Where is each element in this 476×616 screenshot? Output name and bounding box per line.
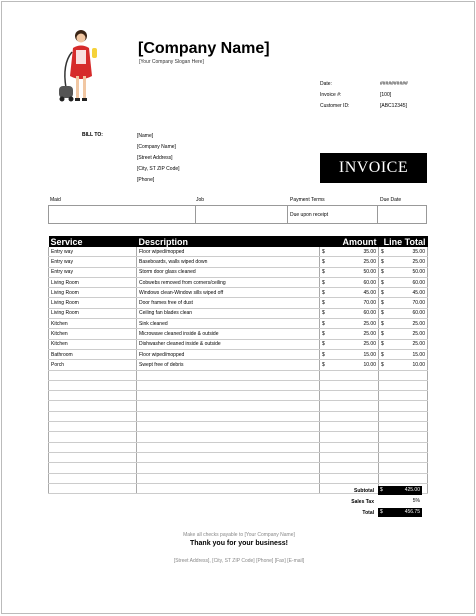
amount-cell — [320, 267, 379, 277]
bill-to-phone: [Phone] — [137, 177, 155, 183]
description-cell: Microwave cleaned inside & outside — [137, 329, 320, 339]
table-row — [49, 277, 428, 287]
bill-to-address — [137, 131, 180, 186]
line-total-value: 10.00 — [412, 361, 425, 368]
amount-cell — [320, 277, 379, 287]
empty-cell — [49, 473, 137, 483]
empty-cell — [379, 380, 428, 390]
table-row — [49, 267, 428, 277]
table-row-empty — [49, 452, 428, 462]
table-row — [49, 319, 428, 329]
amount-cell — [320, 360, 379, 370]
empty-cell — [379, 422, 428, 432]
line-total-cell — [379, 267, 428, 277]
meta-label: Invoice #: — [320, 92, 342, 98]
invoice-meta — [320, 79, 408, 112]
amount-cell — [320, 339, 379, 349]
service-cell: Bathroom — [49, 349, 137, 359]
line-total-cell — [379, 257, 428, 267]
empty-cell — [320, 422, 379, 432]
description-cell: Ceiling fan blades clean — [137, 308, 320, 318]
empty-cell — [49, 391, 137, 401]
meta-label: Date: — [320, 81, 332, 87]
currency-symbol: $ — [322, 310, 325, 317]
job-header-grid — [48, 205, 427, 224]
line-total-value: 50.00 — [412, 269, 425, 276]
amount-cell — [320, 319, 379, 329]
empty-cell — [379, 401, 428, 411]
empty-cell — [320, 463, 379, 473]
service-cell: Porch — [49, 360, 137, 370]
sales-tax-row — [324, 496, 422, 507]
total-row — [324, 507, 422, 518]
description-cell: Storm door glass cleaned — [137, 267, 320, 277]
currency-symbol: $ — [381, 361, 384, 368]
empty-cell — [137, 442, 320, 452]
line-total-column-header: Line Total — [379, 236, 428, 247]
currency-symbol: $ — [322, 269, 325, 276]
description-cell: Swept free of debris — [137, 360, 320, 370]
line-total-value: 60.00 — [412, 279, 425, 286]
description-column-header: Description — [137, 236, 320, 247]
empty-cell — [137, 473, 320, 483]
table-row — [49, 298, 428, 308]
description-cell: Floor wiped/mopped — [137, 247, 320, 257]
amount-value: 60.00 — [363, 310, 376, 317]
service-cell: Living Room — [49, 277, 137, 287]
maid-label: Maid — [50, 197, 61, 203]
line-total-cell — [379, 349, 428, 359]
line-total-value: 15.00 — [412, 351, 425, 358]
currency-symbol: $ — [381, 279, 384, 286]
line-total-cell — [379, 329, 428, 339]
subtotal-row — [324, 485, 422, 496]
amount-cell — [320, 298, 379, 308]
empty-cell — [137, 401, 320, 411]
description-cell: Baseboards, walls wiped down — [137, 257, 320, 267]
totals-block — [324, 485, 422, 518]
payment-terms-label: Payment Terms — [290, 197, 325, 203]
amount-value: 25.00 — [363, 341, 376, 348]
sales-tax-value: 5% — [412, 498, 420, 504]
grid-divider — [377, 206, 378, 223]
currency-symbol: $ — [322, 248, 325, 255]
empty-cell — [320, 401, 379, 411]
footer-contact: [Street Address], [City, ST ZIP Code] [Phone] [Fax] [E-mail] — [173, 558, 305, 564]
currency-symbol: $ — [322, 300, 325, 307]
bill-to-city: [City, ST ZIP Code] — [137, 166, 180, 172]
currency-symbol: $ — [381, 300, 384, 307]
service-cell: Entry way — [49, 257, 137, 267]
meta-invoice-number — [320, 90, 408, 101]
maid-with-vacuum-logo — [54, 28, 106, 106]
currency-symbol: $ — [381, 320, 384, 327]
table-header-row — [49, 236, 428, 247]
description-cell: Dishwasher cleaned inside & outside — [137, 339, 320, 349]
currency-symbol: $ — [322, 289, 325, 296]
subtotal-amount: 425.00 — [404, 487, 420, 493]
empty-cell — [379, 391, 428, 401]
payment-terms-value: Due upon receipt — [290, 212, 329, 218]
currency-symbol: $ — [381, 351, 384, 358]
table-row-empty — [49, 432, 428, 442]
table-row — [49, 339, 428, 349]
amount-column-header: Amount — [320, 236, 379, 247]
service-column-header: Service — [49, 236, 137, 247]
table-row-empty — [49, 463, 428, 473]
line-items-table — [48, 236, 428, 494]
empty-cell — [49, 432, 137, 442]
sales-tax-label: Sales Tax — [351, 498, 374, 505]
line-items-body — [49, 247, 428, 494]
amount-cell — [320, 349, 379, 359]
currency-symbol: $ — [322, 279, 325, 286]
amount-value: 50.00 — [363, 269, 376, 276]
table-row-empty — [49, 473, 428, 483]
description-cell: Door frames free of dust — [137, 298, 320, 308]
grid-divider — [195, 206, 196, 223]
service-cell: Entry way — [49, 247, 137, 257]
empty-cell — [379, 411, 428, 421]
company-name: [Company Name] — [138, 40, 270, 57]
line-total-cell — [379, 308, 428, 318]
meta-customer-id — [320, 101, 408, 112]
meta-value: ########## — [380, 81, 408, 87]
table-row-empty — [49, 411, 428, 421]
invoice-title: INVOICE — [320, 153, 427, 183]
empty-cell — [320, 411, 379, 421]
empty-cell — [379, 442, 428, 452]
meta-value: [100] — [380, 92, 392, 98]
empty-cell — [137, 463, 320, 473]
line-total-value: 35.00 — [412, 248, 425, 255]
currency-symbol: $ — [322, 258, 325, 265]
currency-symbol: $ — [381, 341, 384, 348]
thank-you-note: Thank you for your business! — [189, 540, 288, 547]
empty-cell — [137, 452, 320, 462]
checks-payable-note: Make all checks payable to [Your Company Name] — [183, 532, 295, 538]
currency-symbol: $ — [380, 487, 383, 493]
amount-value: 15.00 — [363, 351, 376, 358]
amount-cell — [320, 308, 379, 318]
amount-value: 25.00 — [363, 320, 376, 327]
total-label: Total — [362, 509, 374, 516]
table-row-empty — [49, 370, 428, 380]
empty-cell — [379, 370, 428, 380]
bill-to-name: [Name] — [137, 133, 154, 139]
empty-cell — [137, 370, 320, 380]
amount-cell — [320, 257, 379, 267]
currency-symbol: $ — [322, 320, 325, 327]
service-cell: Kitchen — [49, 339, 137, 349]
meta-date — [320, 79, 408, 90]
line-total-value: 70.00 — [412, 300, 425, 307]
amount-value: 10.00 — [363, 361, 376, 368]
empty-cell — [379, 432, 428, 442]
job-header-labels — [49, 197, 428, 205]
service-cell: Entry way — [49, 267, 137, 277]
amount-value: 70.00 — [363, 300, 376, 307]
table-row — [49, 288, 428, 298]
currency-symbol: $ — [381, 289, 384, 296]
due-date-label: Due Date — [380, 197, 402, 203]
description-cell: Cobwebs removed from corners/ceiling — [137, 277, 320, 287]
table-row — [49, 308, 428, 318]
currency-symbol: $ — [322, 331, 325, 338]
amount-cell — [320, 288, 379, 298]
line-total-value: 25.00 — [412, 331, 425, 338]
empty-cell — [320, 452, 379, 462]
bill-to-street: [Street Address] — [137, 155, 173, 161]
grid-divider — [287, 206, 288, 223]
empty-cell — [49, 380, 137, 390]
bill-to-label: BILL TO: — [82, 132, 103, 138]
table-row-empty — [49, 380, 428, 390]
empty-cell — [320, 473, 379, 483]
line-total-cell — [379, 247, 428, 257]
empty-cell — [49, 422, 137, 432]
amount-cell — [320, 247, 379, 257]
currency-symbol: $ — [322, 341, 325, 348]
empty-cell — [49, 452, 137, 462]
table-row-empty — [49, 391, 428, 401]
empty-cell — [137, 432, 320, 442]
line-total-cell — [379, 288, 428, 298]
currency-symbol: $ — [380, 509, 383, 515]
line-total-value: 25.00 — [412, 320, 425, 327]
total-amount: 456.75 — [404, 509, 420, 515]
empty-cell — [137, 411, 320, 421]
currency-symbol: $ — [322, 361, 325, 368]
table-row — [49, 247, 428, 257]
amount-cell — [320, 329, 379, 339]
amount-value: 25.00 — [363, 258, 376, 265]
description-cell: Windows clean-Window sills wiped off — [137, 288, 320, 298]
currency-symbol: $ — [381, 258, 384, 265]
amount-value: 35.00 — [363, 248, 376, 255]
empty-cell — [49, 411, 137, 421]
empty-cell — [379, 473, 428, 483]
empty-cell — [320, 432, 379, 442]
amount-value: 25.00 — [363, 331, 376, 338]
currency-symbol: $ — [322, 351, 325, 358]
subtotal-label: Subtotal — [354, 487, 374, 494]
total-value — [378, 508, 422, 517]
currency-symbol: $ — [381, 269, 384, 276]
line-total-value: 25.00 — [412, 341, 425, 348]
empty-cell — [137, 422, 320, 432]
subtotal-value — [378, 486, 422, 495]
empty-cell — [379, 452, 428, 462]
service-cell: Living Room — [49, 298, 137, 308]
empty-cell — [320, 442, 379, 452]
empty-cell — [379, 463, 428, 473]
currency-symbol: $ — [381, 331, 384, 338]
service-cell: Kitchen — [49, 329, 137, 339]
company-slogan: [Your Company Slogan Here] — [139, 59, 204, 65]
invoice-page — [1, 1, 475, 614]
empty-cell — [49, 483, 137, 493]
service-cell: Kitchen — [49, 319, 137, 329]
line-total-cell — [379, 360, 428, 370]
table-row-empty — [49, 422, 428, 432]
table-row — [49, 349, 428, 359]
table-row — [49, 257, 428, 267]
currency-symbol: $ — [381, 248, 384, 255]
service-cell: Living Room — [49, 288, 137, 298]
line-total-cell — [379, 319, 428, 329]
job-label: Job — [196, 197, 205, 203]
line-total-value: 45.00 — [412, 289, 425, 296]
amount-value: 45.00 — [363, 289, 376, 296]
empty-cell — [49, 401, 137, 411]
table-row-empty — [49, 401, 428, 411]
empty-cell — [49, 442, 137, 452]
meta-label: Customer ID: — [320, 103, 350, 109]
table-row — [49, 360, 428, 370]
empty-cell — [320, 391, 379, 401]
description-cell: Sink cleaned — [137, 319, 320, 329]
table-row — [49, 329, 428, 339]
table-row-empty — [49, 442, 428, 452]
line-total-cell — [379, 298, 428, 308]
empty-cell — [320, 380, 379, 390]
meta-value: [ABC12345] — [380, 103, 407, 109]
description-cell: Floor wiped/mopped — [137, 349, 320, 359]
line-total-value: 25.00 — [412, 258, 425, 265]
line-total-cell — [379, 277, 428, 287]
bill-to-company: [Company Name] — [137, 144, 176, 150]
service-cell: Living Room — [49, 308, 137, 318]
amount-value: 60.00 — [363, 279, 376, 286]
empty-cell — [137, 380, 320, 390]
empty-cell — [137, 391, 320, 401]
empty-cell — [320, 370, 379, 380]
empty-cell — [137, 483, 320, 493]
line-total-value: 60.00 — [412, 310, 425, 317]
line-total-cell — [379, 339, 428, 349]
empty-cell — [49, 463, 137, 473]
empty-cell — [49, 370, 137, 380]
currency-symbol: $ — [381, 310, 384, 317]
